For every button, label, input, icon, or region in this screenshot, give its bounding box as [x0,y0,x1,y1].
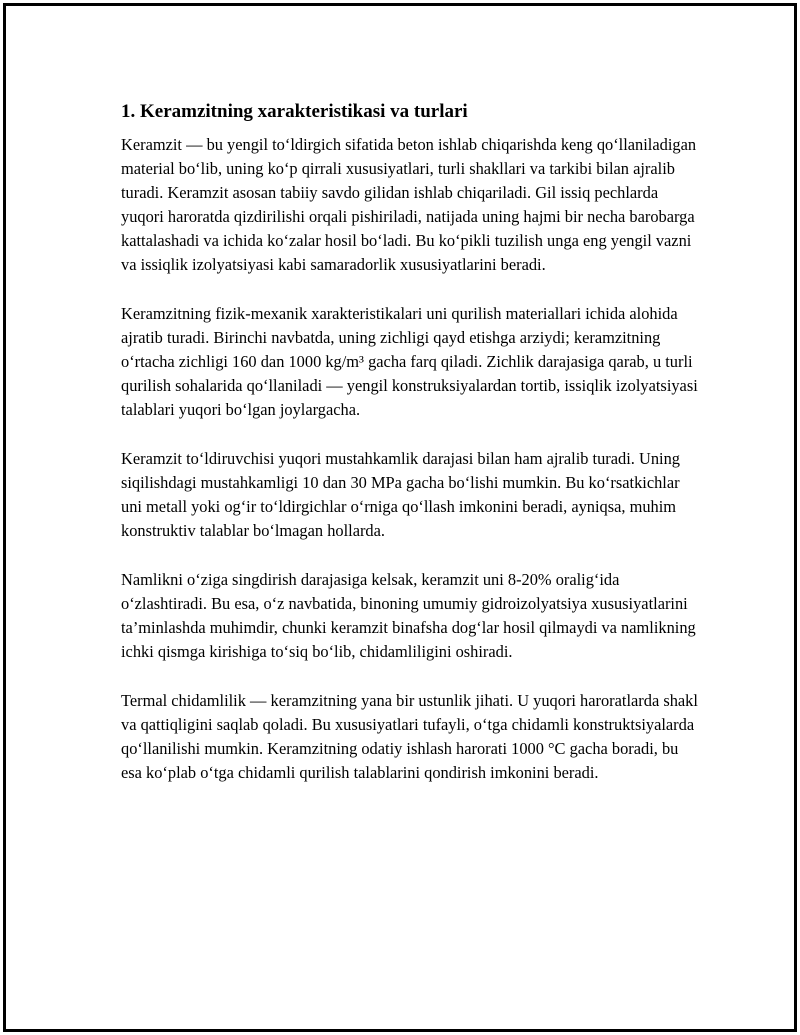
paragraph-density: Keramzitning fizik-mexanik xarakteristikalari uni qurilish materiallari ichida alohida ajratib turadi. Birinchi navbatda, uning zichligi qayd etishga arziydi; keramzitning o‘rtacha zichligi 160 dan 1000 kg/m³ gacha farq qiladi. Zichlik darajasiga qarab, u turli qurilish sohalarida qo‘llaniladi — yengil konstruksiyalardan tortib, issiqlik izolyatsiyasi talablari yuqori bo‘lgan joylargacha. [121,304,698,419]
paragraph-intro: Keramzit — bu yengil to‘ldirgich sifatida beton ishlab chiqarishda keng qo‘llaniladigan material bo‘lib, uning ko‘p qirrali xususiyatlari, turli shakllari va tarkibi bilan ajralib turadi. Keramzit asosan tabiiy savdo gilidan ishlab chiqariladi. Gil issiq pechlarda yuqori haroratda qizdirilishi orqali pishiriladi, natijada uning hajmi bir necha barobarga kattalashadi va ichida ko‘zalar hosil bo‘ladi. Bu ko‘pikli tuzilish unga eng yengil vazni va issiqlik izolyatsiyasi kabi samaradorlik xususiyatlarini beradi. [121,135,697,274]
section-heading: 1. Keramzitning xarakteristikasi va turlari [121,101,468,122]
paragraph-moisture: Namlikni o‘ziga singdirish darajasiga kelsak, keramzit uni 8-20% oralig‘ida o‘zlashtiradi. Bu esa, o‘z navbatida, binoning umumiy gidroizolyatsiya xususiyatlarini ta’minlashda muhimdir, chunki keramzit binafsha dog‘lar hosil qilmaydi va namlikning ichki qismga kirishiga to‘siq bo‘lib, chidamliligini oshiradi. [121,570,696,661]
document-body [121,99,701,810]
paragraph-thermal: Termal chidamlilik — keramzitning yana bir ustunlik jihati. U yuqori haroratlarda shakl va qattiqligini saqlab qoladi. Bu xususiyatlari tufayli, o‘tga chidamli konstruktsiyalarda qo‘llanilishi mumkin. Keramzitning odatiy ishlash harorati 1000 °C gacha boradi, bu esa ko‘plab o‘tga chidamli qurilish talablarini qondirish imkonini beradi. [121,691,698,782]
page-frame [3,3,797,1032]
paragraph-strength: Keramzit to‘ldiruvchisi yuqori mustahkamlik darajasi bilan ham ajralib turadi. Uning siqilishdagi mustahkamligi 10 dan 30 MPa gacha bo‘lishi mumkin. Bu ko‘rsatkichlar uni metall yoki og‘ir to‘ldirgichlar o‘rniga qo‘llash imkonini beradi, ayniqsa, muhim konstruktiv talablar bo‘lmagan hollarda. [121,449,680,540]
